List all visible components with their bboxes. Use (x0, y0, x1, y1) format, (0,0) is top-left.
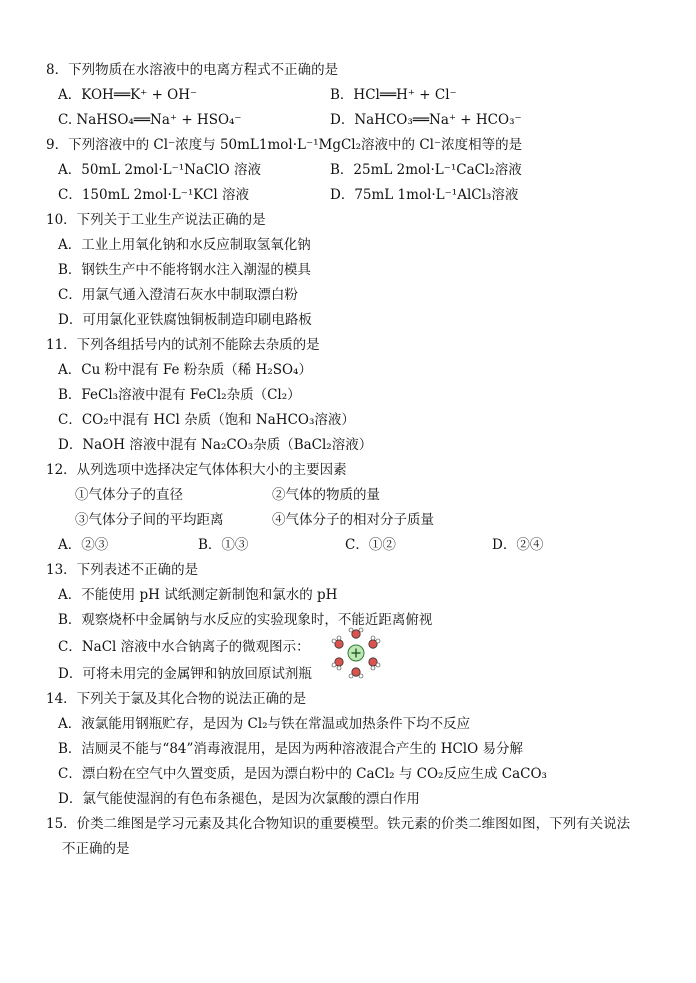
question-15: 15．价类二维图是学习元素及其化合物知识的重要模型。铁元素的价类二维图如图，下列有关说法 (46, 816, 631, 832)
water-molecule (332, 636, 343, 648)
q12-option-a: A．②③ (58, 537, 109, 553)
q10-option-d: D．可用氯化亚铁腐蚀铜板制造印刷电路板 (58, 312, 312, 328)
question-14: 14．下列关于氯及其化合物的说法正确的是 (46, 691, 307, 707)
q10-option-b: B．钢铁生产中不能将钢水注入潮湿的模具 (58, 262, 311, 278)
water-molecule (369, 636, 380, 648)
q11-option-b: B．FeCl₃溶液中混有 FeCl₂杂质（Cl₂） (58, 387, 301, 403)
question-12: 12．从列选项中选择决定气体体积大小的主要因素 (46, 462, 347, 478)
q14-option-c: C．漂白粉在空气中久置变质，是因为漂白粉中的 CaCl₂ 与 CO₂反应生成 CaCO₃ (58, 766, 547, 782)
q12-item-1: ①气体分子的直径 (75, 487, 183, 503)
q11-option-c: C．CO₂中混有 HCl 杂质（饱和 NaHCO₃溶液） (58, 412, 355, 428)
sodium-ion (348, 645, 364, 661)
q8-option-d: D．NaHCO₃══Na⁺ + HCO₃⁻ (330, 112, 522, 128)
q9-option-b: B．25mL 2mol·L⁻¹CaCl₂溶液 (330, 162, 522, 178)
question-13: 13．下列表述不正确的是 (46, 562, 199, 578)
q9-option-d: D．75mL 1mol·L⁻¹AlCl₃溶液 (330, 187, 519, 203)
hydrated-sodium-ion-diagram (330, 627, 382, 679)
q10-option-a: A．工业上用氧化钠和水反应制取氢氧化钠 (58, 237, 311, 253)
q14-option-d: D．氯气能使湿润的有色布条褪色，是因为次氯酸的漂白作用 (58, 791, 420, 807)
q9-option-a: A．50mL 2mol·L⁻¹NaClO 溶液 (58, 162, 261, 178)
question-11: 11．下列各组括号内的试剂不能除去杂质的是 (46, 337, 320, 353)
q8-option-c: C. NaHSO₄══Na⁺ + HSO₄⁻ (58, 112, 242, 128)
question-10: 10．下列关于工业生产说法正确的是 (46, 212, 266, 228)
q13-option-c: C．NaCl 溶液中水合钠离子的微观图示： (58, 639, 310, 655)
q13-option-d: D．可将未用完的金属钾和钠放回原试剂瓶 (58, 666, 312, 682)
water-molecule (349, 628, 363, 638)
q8-option-a: A．KOH══K⁺ + OH⁻ (58, 87, 198, 103)
q12-option-c: C．①② (345, 537, 396, 553)
q10-option-c: C．用氯气通入澄清石灰水中制取漂白粉 (58, 287, 298, 303)
q13-option-b: B．观察烧杯中金属钠与水反应的实验现象时，不能近距离俯视 (58, 612, 433, 628)
q11-option-a: A．Cu 粉中混有 Fe 粉杂质（稀 H₂SO₄） (58, 362, 312, 378)
q14-option-b: B．洁厕灵不能与“84”消毒液混用，是因为两种溶液混合产生的 HClO 易分解 (58, 741, 523, 757)
question-8: 8．下列物质在水溶液中的电离方程式不正确的是 (46, 62, 339, 78)
question-15-continuation: 不正确的是 (62, 841, 130, 857)
q12-option-d: D．②④ (492, 537, 544, 553)
q11-option-d: D．NaOH 溶液中混有 Na₂CO₃杂质（BaCl₂溶液） (58, 437, 373, 453)
q8-option-b: B．HCl══H⁺ + Cl⁻ (330, 87, 457, 103)
water-molecule (369, 658, 380, 670)
water-molecule (332, 658, 343, 670)
q12-option-b: B．①③ (198, 537, 249, 553)
question-9: 9．下列溶液中的 Cl⁻浓度与 50mL1mol·L⁻¹MgCl₂溶液中的 Cl⁻浓度相等的是 (46, 137, 523, 153)
q14-option-a: A．液氯能用钢瓶贮存，是因为 Cl₂与铁在常温或加热条件下均不反应 (58, 716, 471, 732)
q12-item-2: ②气体的物质的量 (272, 487, 380, 503)
water-molecule (349, 668, 363, 678)
q9-option-c: C．150mL 2mol·L⁻¹KCl 溶液 (58, 187, 249, 203)
q12-item-3: ③气体分子间的平均距离 (75, 512, 224, 528)
q13-option-a: A．不能使用 pH 试纸测定新制饱和氯水的 pH (58, 587, 338, 603)
q12-item-4: ④气体分子的相对分子质量 (272, 512, 434, 528)
